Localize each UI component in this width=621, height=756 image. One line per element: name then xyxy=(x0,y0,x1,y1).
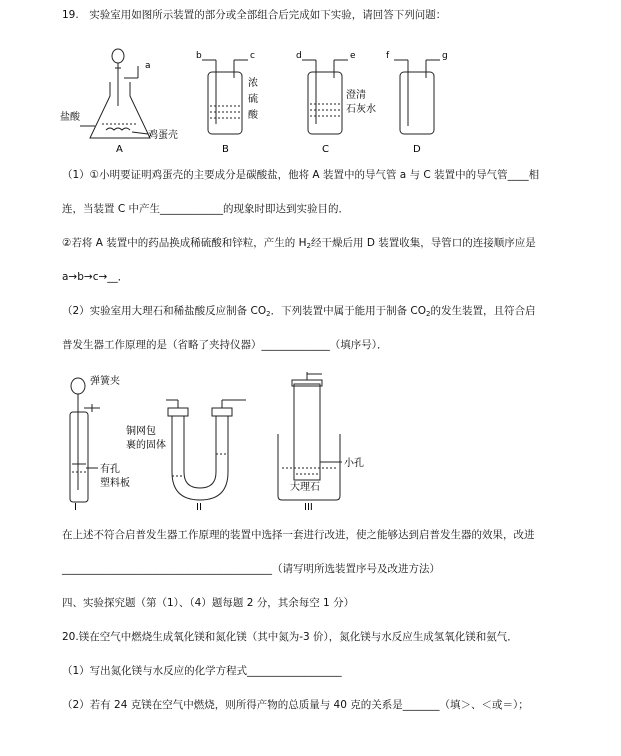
letter-a: A xyxy=(116,144,123,155)
apparatus-figure-abcd xyxy=(60,46,530,156)
numeral-iii: III xyxy=(304,502,313,513)
q19-part2-line3: 在上述不符合启普发生器工作原理的装置中选择一套进行改进，使之能够达到启普发生器的效果，改进 xyxy=(62,529,535,541)
label-clip: 弹簧夹 xyxy=(90,376,120,387)
label-mesh-2: 裹的固体 xyxy=(126,440,166,451)
label-mesh-1: 铜网包 xyxy=(126,426,156,437)
q19-p5-text-c: 的发生装置，且符合启 xyxy=(430,305,536,317)
q19-p3-sub: 2 xyxy=(306,242,311,250)
q20-part1: （1）写出氮化镁与水反应的化学方程式__________________ xyxy=(62,665,342,677)
q20-part2: （2）若有 24 克镁在空气中燃烧，则所得产物的总质量与 40 克的关系是_______（填＞、＜或＝）； xyxy=(62,699,529,711)
label-hole: 小孔 xyxy=(344,458,364,469)
label-marble: 大理石 xyxy=(290,482,320,493)
label-h2so4-2: 硫 xyxy=(248,94,258,105)
label-limewater-1: 澄清 xyxy=(346,90,366,101)
q19-p3-text-a: ②若将 A 装置中的药品换成稀硫酸和锌粒，产生的 H xyxy=(62,237,307,249)
label-plate-1: 有孔 xyxy=(100,464,120,475)
q19-p5-text-a: （2）实验室用大理石和稀盐酸反应制备 CO xyxy=(62,305,267,317)
port-a: a xyxy=(145,61,151,71)
q19-p5-sub: 2 xyxy=(266,310,271,318)
q19-part2-line4: ________________________________________（请写明所选装置序号及改进方法） xyxy=(62,563,440,575)
letter-b: B xyxy=(222,144,229,155)
apparatus-figure-i-iii xyxy=(60,372,364,513)
port-f: f xyxy=(386,51,390,61)
q20-stem: 20.镁在空气中燃烧生成氧化镁和氮化镁（其中氮为-3 价），氮化镁与水反应生成氢氧化镁和氨气． xyxy=(62,631,518,643)
port-d: d xyxy=(296,51,302,61)
letter-c: C xyxy=(322,144,329,155)
q19-title: 19. 实验室用如图所示装置的部分或全部组合后完成如下实验，请回答下列问题： xyxy=(62,9,447,21)
q19-part2-line1 xyxy=(62,304,536,321)
q19-part2-line2: 普发生器工作原理的是（省略了夹持仪器）_____________（填序号）． xyxy=(62,339,388,351)
label-eggshell: 鸡蛋壳 xyxy=(148,130,178,141)
label-h2so4-1: 浓 xyxy=(248,78,258,89)
label-plate-2: 塑料板 xyxy=(100,478,130,489)
numeral-i: I xyxy=(74,502,77,513)
port-c: c xyxy=(250,51,255,61)
q19-p5-text-b: ．下列装置中属于能用于制备 CO xyxy=(270,305,427,317)
label-hcl: 盐酸 xyxy=(60,112,80,123)
q19-p3-text-b: 经干燥后用 D 装置收集，导管口的连接顺序应是 xyxy=(310,237,536,249)
port-g: g xyxy=(442,51,448,61)
q19-part1-line3 xyxy=(62,236,536,253)
port-b: b xyxy=(196,51,202,61)
letter-d: D xyxy=(413,144,421,155)
q19-part1-line2: 连，当装置 C 中产生____________的现象时即达到实验目的． xyxy=(62,203,350,215)
label-h2so4-3: 酸 xyxy=(248,110,258,121)
numeral-ii: II xyxy=(196,502,202,513)
q19-part1-line1: （1）①小明要证明鸡蛋壳的主要成分是碳酸盐，他将 A 装置中的导气管 a 与 C 装置中的导气管____相 xyxy=(62,169,540,181)
q19-p5-sub2: 2 xyxy=(426,310,431,318)
port-e: e xyxy=(350,51,356,61)
label-limewater-2: 石灰水 xyxy=(346,104,376,115)
section-4-heading: 四、实验探究题（第（1）、（4）题每题 2 分，其余每空 1 分） xyxy=(62,597,355,609)
q19-part1-line4: a→b→c→__． xyxy=(62,271,129,283)
